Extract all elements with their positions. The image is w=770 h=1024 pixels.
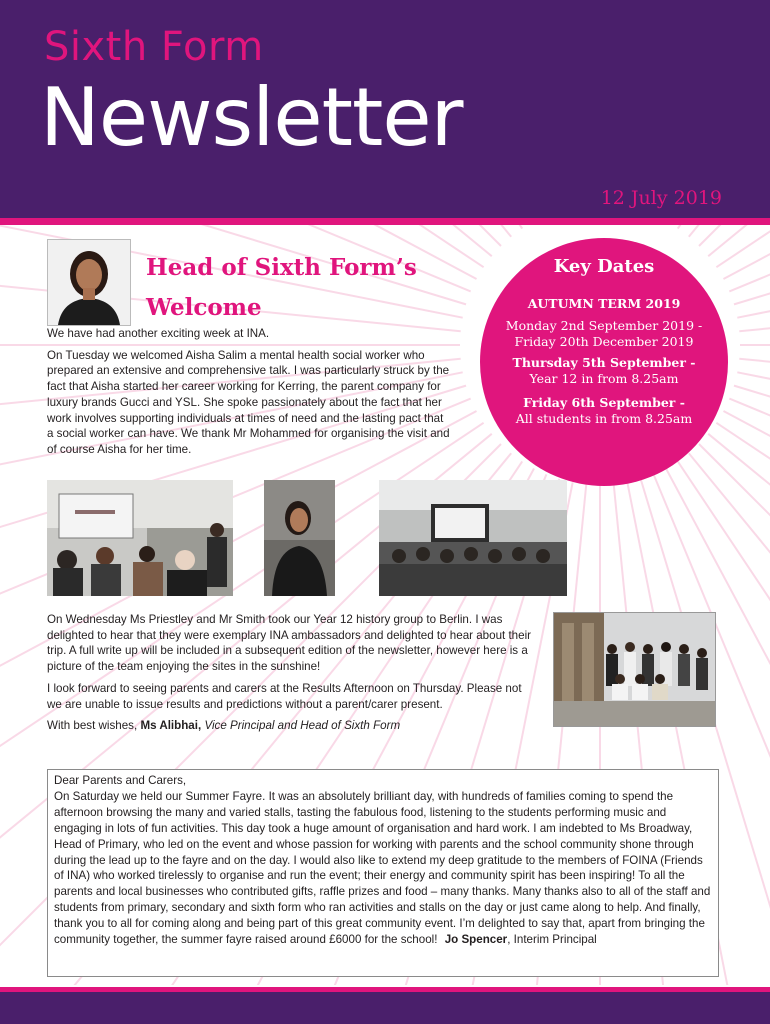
key-dates-circle xyxy=(480,238,728,486)
welcome-intro xyxy=(47,326,452,464)
letter-signer: Jo Spencer xyxy=(444,933,508,947)
head-of-sixth-form-portrait xyxy=(47,239,131,326)
letter-body: Dear Parents and Carers, On Saturday we held our Summer Fayre. It was an absolutely brilliant day, with hundreds of families coming to spend the afternoon browsing the many and varied stalls, tasting the fabulous food, listening to the students performing music and engaging in lots of fun activities. This day took a huge amount of organisation and hard work. I am indebted to Ms Broadway, Head of Primary, who led on the event and whose passion for working with parents and the school community shone through during the lead up to the fayre and on the day. I would also like to extend my deep gratitude to the members of FOINA (Friends of INA) who worked tirelessly to organise and run the event; their energy and community spirit has been inspiring! To all the parents and local businesses who contributed gifts, raffle prizes and food – many thanks. Many thanks also to all of the staff and students from primary, secondary and sixth form who ran activities and stalls on the day or just came along to help. And finally, thank you to all for coming along and being part of this great community event. I’m delighted to say that, apart from bringing the community together, the summer fayre raised around £6000 for the school! xyxy=(54,774,711,947)
sunburst-ray xyxy=(29,225,511,237)
issue-date: 12 July 2019 xyxy=(600,187,722,209)
key-dates-title: Key Dates xyxy=(553,256,655,277)
sunburst-ray xyxy=(716,423,770,845)
key-date-1: Thursday 5th September - xyxy=(512,355,696,370)
welcome-paragraph: On Tuesday we welcomed Aisha Salim a mental health social worker who prepared an extensive and comprehensive talk. I was particularly struck by the fact that Aisha started her career working for Kerring, the parent company for luxury brands Gucci and YSL. She spoke passionately about the fact that her work involves supporting individuals at times of need and the lasting pact that a social worker can have. We thank Mr Mohammed for organising the visit and of course Aisha for her time. xyxy=(47,348,450,456)
sunburst-ray xyxy=(678,225,770,229)
key-date-2-text: All students in from 8.25am xyxy=(515,411,693,426)
talk-photo-speaker xyxy=(264,480,335,596)
term-dates: Monday 2nd September 2019 - Friday 20th December 2019 xyxy=(505,318,703,349)
summer-fayre-letter xyxy=(47,769,719,977)
sunburst-ray xyxy=(737,225,770,318)
berlin-trip-text xyxy=(47,612,537,740)
welcome-heading: Head of Sixth Form’s Welcome xyxy=(146,254,417,321)
sunburst-ray xyxy=(723,225,770,279)
berlin-paragraph: On Wednesday Ms Priestley and Mr Smith took our Year 12 history group to Berlin. I was delighted to hear that they were exemplary INA ambassadors and delighted to hear about their trip. A full write up will be included in a subsequent edition of the newsletter, however here is a picture of the team enjoying the sites in the sunshine! xyxy=(47,613,532,674)
footer-band xyxy=(0,987,770,1024)
talk-photo-hall xyxy=(379,480,567,596)
newsletter-kicker: Sixth Form xyxy=(44,24,264,70)
masthead-banner xyxy=(0,0,770,218)
newsletter-title: Newsletter xyxy=(40,71,463,164)
welcome-paragraph: We have had another exciting week at INA. xyxy=(47,327,270,340)
signoff-line xyxy=(47,718,537,734)
signoff-prefix: With best wishes, xyxy=(47,719,138,733)
footer-divider xyxy=(0,987,770,992)
berlin-group-photo xyxy=(553,612,716,727)
key-date-2: Friday 6th September - xyxy=(523,395,685,410)
signoff-name: Ms Alibhai, xyxy=(140,719,202,733)
talk-photo-audience xyxy=(47,480,233,596)
letter-signer-role: , Interim Principal xyxy=(507,933,597,947)
term-label: AUTUMN TERM 2019 xyxy=(527,296,681,311)
header-divider xyxy=(0,218,770,225)
results-paragraph: I look forward to seeing parents and carers at the Results Afternoon on Thursday. Please not we are unable to issue results and predictions without a parent/carer present. xyxy=(47,681,522,711)
signoff-role: Vice Principal and Head of Sixth Form xyxy=(204,719,401,733)
key-date-1-text: Year 12 in from 8.25am xyxy=(529,371,679,386)
sunburst-ray xyxy=(689,225,770,237)
